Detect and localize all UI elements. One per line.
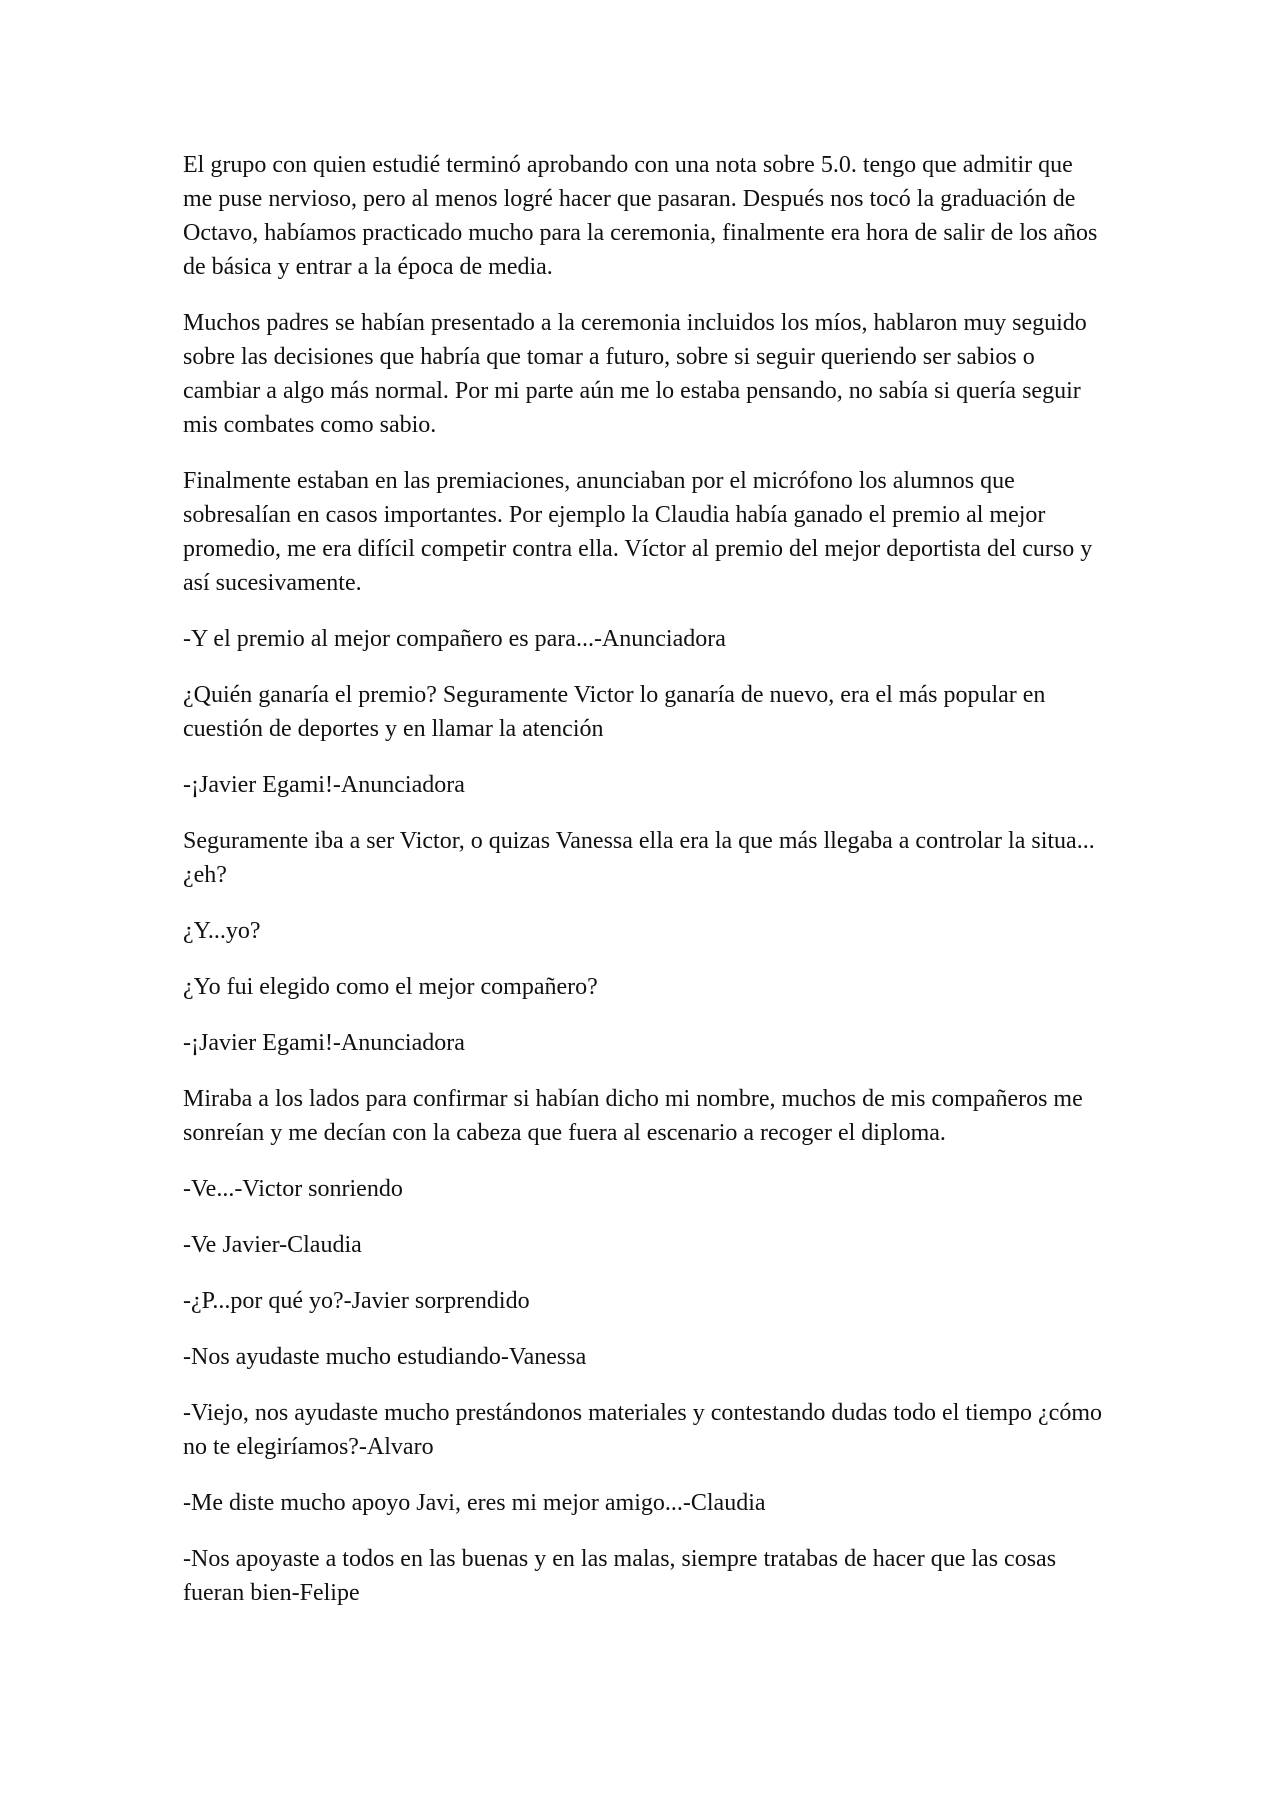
paragraph: ¿Quién ganaría el premio? Seguramente Victor lo ganaría de nuevo, era el más popular en cuestión de deportes y en llamar la atención (183, 682, 1046, 742)
paragraph: Finalmente estaban en las premiaciones, anunciaban por el micrófono los alumnos que sobresalían en casos importantes. Por ejemplo la Claudia había ganado el premio al mejor promedio, me era difícil competir contra ella. Víctor al premio del mejor deportista del curso y así sucesivamente. (183, 468, 1093, 596)
paragraph: ¿Yo fui elegido como el mejor compañero? (183, 974, 598, 1000)
dialogue-line: -Viejo, nos ayudaste mucho prestándonos materiales y contestando dudas todo el tiempo ¿cómo no te elegiríamos?-Alvaro (183, 1400, 1102, 1460)
dialogue-line: -¡Javier Egami!-Anunciadora (183, 772, 465, 798)
paragraph: Miraba a los lados para confirmar si habían dicho mi nombre, muchos de mis compañeros me sonreían y me decían con la cabeza que fuera al escenario a recoger el diploma. (183, 1086, 1083, 1146)
dialogue-line: -Y el premio al mejor compañero es para...-Anunciadora (183, 626, 726, 652)
paragraph: El grupo con quien estudié terminó aprobando con una nota sobre 5.0. tengo que admitir que me puse nervioso, pero al menos logré hacer que pasaran. Después nos tocó la graduación de Octavo, habíamos practicado mucho para la ceremonia, finalmente era hora de salir de los años de básica y entrar a la época de media. (183, 152, 1098, 280)
dialogue-line: -Me diste mucho apoyo Javi, eres mi mejor amigo...-Claudia (183, 1490, 766, 1516)
document-body (183, 148, 1103, 1632)
dialogue-line: -Nos ayudaste mucho estudiando-Vanessa (183, 1344, 587, 1370)
paragraph: Muchos padres se habían presentado a la ceremonia incluidos los míos, hablaron muy seguido sobre las decisiones que habría que tomar a futuro, sobre si seguir queriendo ser sabios o cambiar a algo más normal. Por mi parte aún me lo estaba pensando, no sabía si quería seguir mis combates como sabio. (183, 310, 1087, 438)
dialogue-line: -Ve...-Victor sonriendo (183, 1176, 403, 1202)
dialogue-line: -Nos apoyaste a todos en las buenas y en las malas, siempre tratabas de hacer que las cosas fueran bien-Felipe (183, 1546, 1057, 1606)
paragraph: ¿Y...yo? (183, 918, 261, 944)
dialogue-line: -¿P...por qué yo?-Javier sorprendido (183, 1288, 530, 1314)
dialogue-line: -Ve Javier-Claudia (183, 1232, 362, 1258)
dialogue-line: -¡Javier Egami!-Anunciadora (183, 1030, 465, 1056)
paragraph: Seguramente iba a ser Victor, o quizas Vanessa ella era la que más llegaba a controlar la situa... ¿eh? (183, 828, 1095, 888)
